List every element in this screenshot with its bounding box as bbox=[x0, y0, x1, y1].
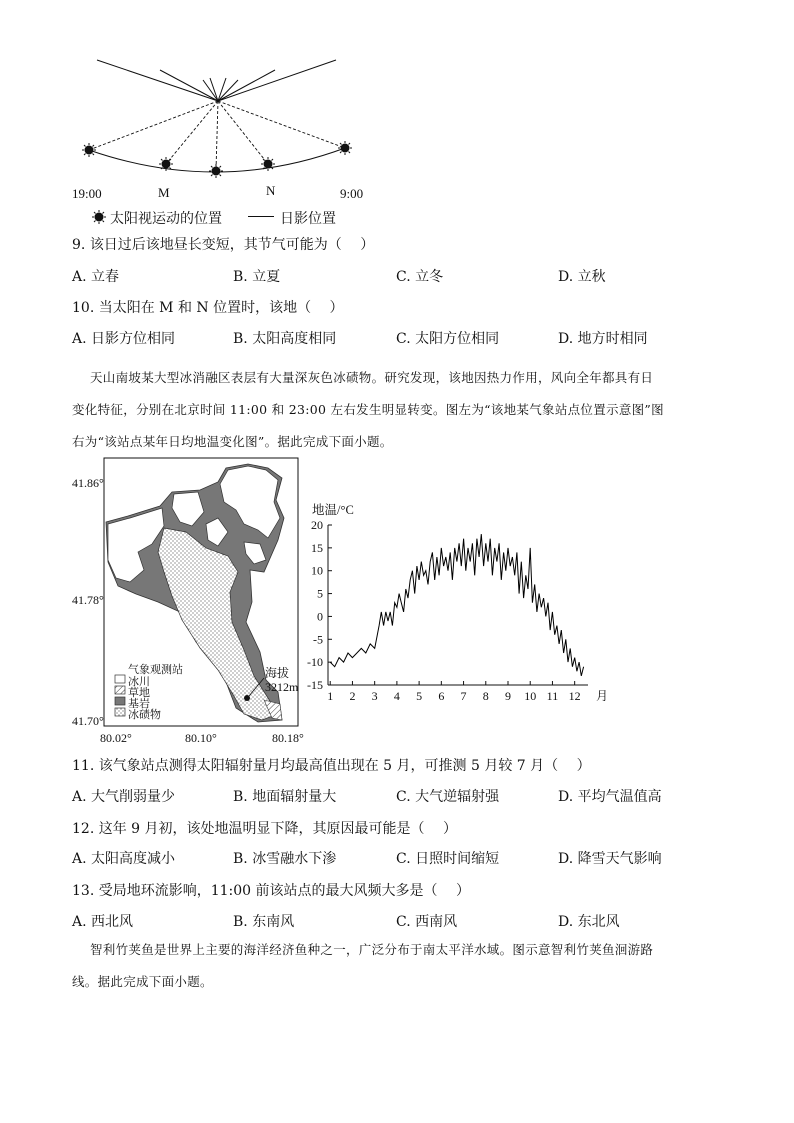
question-9: 9. 该日过后该地昼长变短，其节气可能为（ ） bbox=[72, 237, 375, 253]
x-tick-label: 7 bbox=[460, 689, 467, 703]
passage-1-line-1: 天山南坡某大型冰消融区表层有大量深灰色冰碛物。研究发现，该地因热力作用，风向全年都具有日 bbox=[90, 370, 654, 385]
station-elev-value: 3212m bbox=[265, 680, 299, 694]
x-tick-label: 10 bbox=[524, 689, 537, 703]
q9-option-c[interactable]: C. 立冬 bbox=[396, 269, 444, 285]
q9-option-d[interactable]: D. 立秋 bbox=[558, 269, 606, 285]
q10-option-c[interactable]: C. 太阳方位相同 bbox=[396, 331, 500, 347]
legend-shadow-line bbox=[248, 216, 274, 217]
x-tick-label: 5 bbox=[416, 689, 423, 703]
passage-1-line-2: 变化特征，分别在北京时间 11:00 和 23:00 左右发生明显转变。图左为“该地某气象站点位置示意图”图 bbox=[72, 402, 664, 417]
label-19: 19:00 bbox=[72, 186, 102, 201]
x-tick-label: 8 bbox=[482, 689, 489, 703]
q12-option-a[interactable]: A. 太阳高度减小 bbox=[72, 851, 176, 867]
legend-glacier: 冰川 bbox=[128, 676, 150, 688]
q11-option-b[interactable]: B. 地面辐射量大 bbox=[233, 789, 337, 805]
legend-bedrock: 基岩 bbox=[128, 698, 150, 710]
lon-80-18: 80.18° bbox=[272, 731, 304, 745]
q10-option-a[interactable]: A. 日影方位相同 bbox=[72, 331, 176, 347]
ground-temp-chart bbox=[300, 515, 610, 705]
x-tick-label: 3 bbox=[371, 689, 378, 703]
q13-option-c[interactable]: C. 西南风 bbox=[396, 914, 458, 930]
x-tick-label: 2 bbox=[349, 689, 356, 703]
q13-option-a[interactable]: A. 西北风 bbox=[72, 914, 134, 930]
q12-option-c[interactable]: C. 日照时间缩短 bbox=[396, 851, 500, 867]
label-9: 9:00 bbox=[340, 186, 364, 201]
y-tick-label: 5 bbox=[317, 586, 323, 601]
q11-option-c[interactable]: C. 大气逆辐射强 bbox=[396, 789, 500, 805]
label-n: N bbox=[266, 183, 276, 198]
question-12: 12. 这年 9 月初，该处地温明显下降，其原因最可能是（ ） bbox=[72, 821, 457, 837]
legend-sun-icon bbox=[90, 208, 108, 226]
legend-moraine: 冰碛物 bbox=[128, 709, 161, 721]
question-13: 13. 受局地环流影响，11:00 前该站点的最大风频大多是（ ） bbox=[72, 883, 470, 899]
station-elev-label: 海拔 bbox=[265, 666, 290, 680]
q13-option-d[interactable]: D. 东北风 bbox=[558, 914, 620, 930]
lat-41-86: 41.86° bbox=[72, 476, 104, 490]
lon-80-10: 80.10° bbox=[185, 731, 217, 745]
passage-1-line-3: 右为“该站点某年日均地温变化图”。据此完成下面小题。 bbox=[72, 434, 393, 449]
q12-option-d[interactable]: D. 降雪天气影响 bbox=[558, 851, 662, 867]
x-tick-label: 11 bbox=[546, 689, 559, 703]
q10-option-b[interactable]: B. 太阳高度相同 bbox=[233, 331, 337, 347]
legend-station: 气象观测站 bbox=[128, 664, 183, 676]
legend-grass: 草地 bbox=[128, 687, 150, 699]
legend-shadow-text: 日影位置 bbox=[280, 211, 336, 227]
sun-icon bbox=[338, 141, 352, 155]
chart-ylabel: 地温/°C bbox=[312, 503, 354, 517]
y-tick-label: -10 bbox=[307, 655, 323, 670]
y-tick-label: -15 bbox=[307, 678, 323, 692]
shadow-lines bbox=[97, 60, 336, 101]
q12-option-b[interactable]: B. 冰雪融水下渗 bbox=[233, 851, 337, 867]
q9-option-a[interactable]: A. 立春 bbox=[72, 269, 120, 285]
x-axis-label: 月 bbox=[596, 689, 609, 703]
x-tick-label: 9 bbox=[505, 689, 511, 703]
lon-80-02: 80.02° bbox=[100, 731, 132, 745]
q11-option-a[interactable]: A. 大气削弱量少 bbox=[72, 789, 176, 805]
temperature-series-line bbox=[330, 534, 583, 676]
sun-shadow-diagram bbox=[60, 50, 380, 220]
y-tick-label: 10 bbox=[311, 563, 323, 578]
y-tick-label: -5 bbox=[313, 632, 323, 647]
q10-option-d[interactable]: D. 地方时相同 bbox=[558, 331, 648, 347]
q11-option-d[interactable]: D. 平均气温值高 bbox=[558, 789, 662, 805]
x-tick-label: 1 bbox=[327, 689, 334, 703]
legend-station-dot bbox=[81, 661, 84, 673]
q13-option-b[interactable]: B. 东南风 bbox=[233, 914, 295, 930]
lat-41-78: 41.78° bbox=[72, 593, 104, 607]
passage-2-line-1: 智利竹荚鱼是世界上主要的海洋经济鱼种之一，广泛分布于南太平洋水域。图示意智利竹荚鱼洄游路 bbox=[90, 942, 654, 957]
x-tick-label: 12 bbox=[568, 689, 581, 703]
x-tick-label: 4 bbox=[393, 689, 400, 703]
y-tick-label: 0 bbox=[317, 609, 323, 624]
question-11: 11. 该气象站点测得太阳辐射量月均最高值出现在 5 月，可推测 5 月较 7 月（ ） bbox=[72, 758, 591, 774]
sun-icon bbox=[82, 143, 96, 157]
y-tick-label: 15 bbox=[311, 540, 323, 555]
x-tick-label: 6 bbox=[438, 689, 445, 703]
legend-sun-text: 太阳视运动的位置 bbox=[110, 211, 222, 227]
sun-icon bbox=[261, 157, 275, 171]
question-10: 10. 当太阳在 M 和 N 位置时，该地（ ） bbox=[72, 300, 344, 316]
station-location-map bbox=[68, 452, 308, 747]
passage-2-line-2: 线。据此完成下面小题。 bbox=[72, 974, 213, 989]
label-m: M bbox=[158, 185, 170, 200]
lat-41-70: 41.70° bbox=[72, 714, 104, 728]
q9-option-b[interactable]: B. 立夏 bbox=[233, 269, 281, 285]
y-tick-label: 20 bbox=[311, 518, 323, 532]
